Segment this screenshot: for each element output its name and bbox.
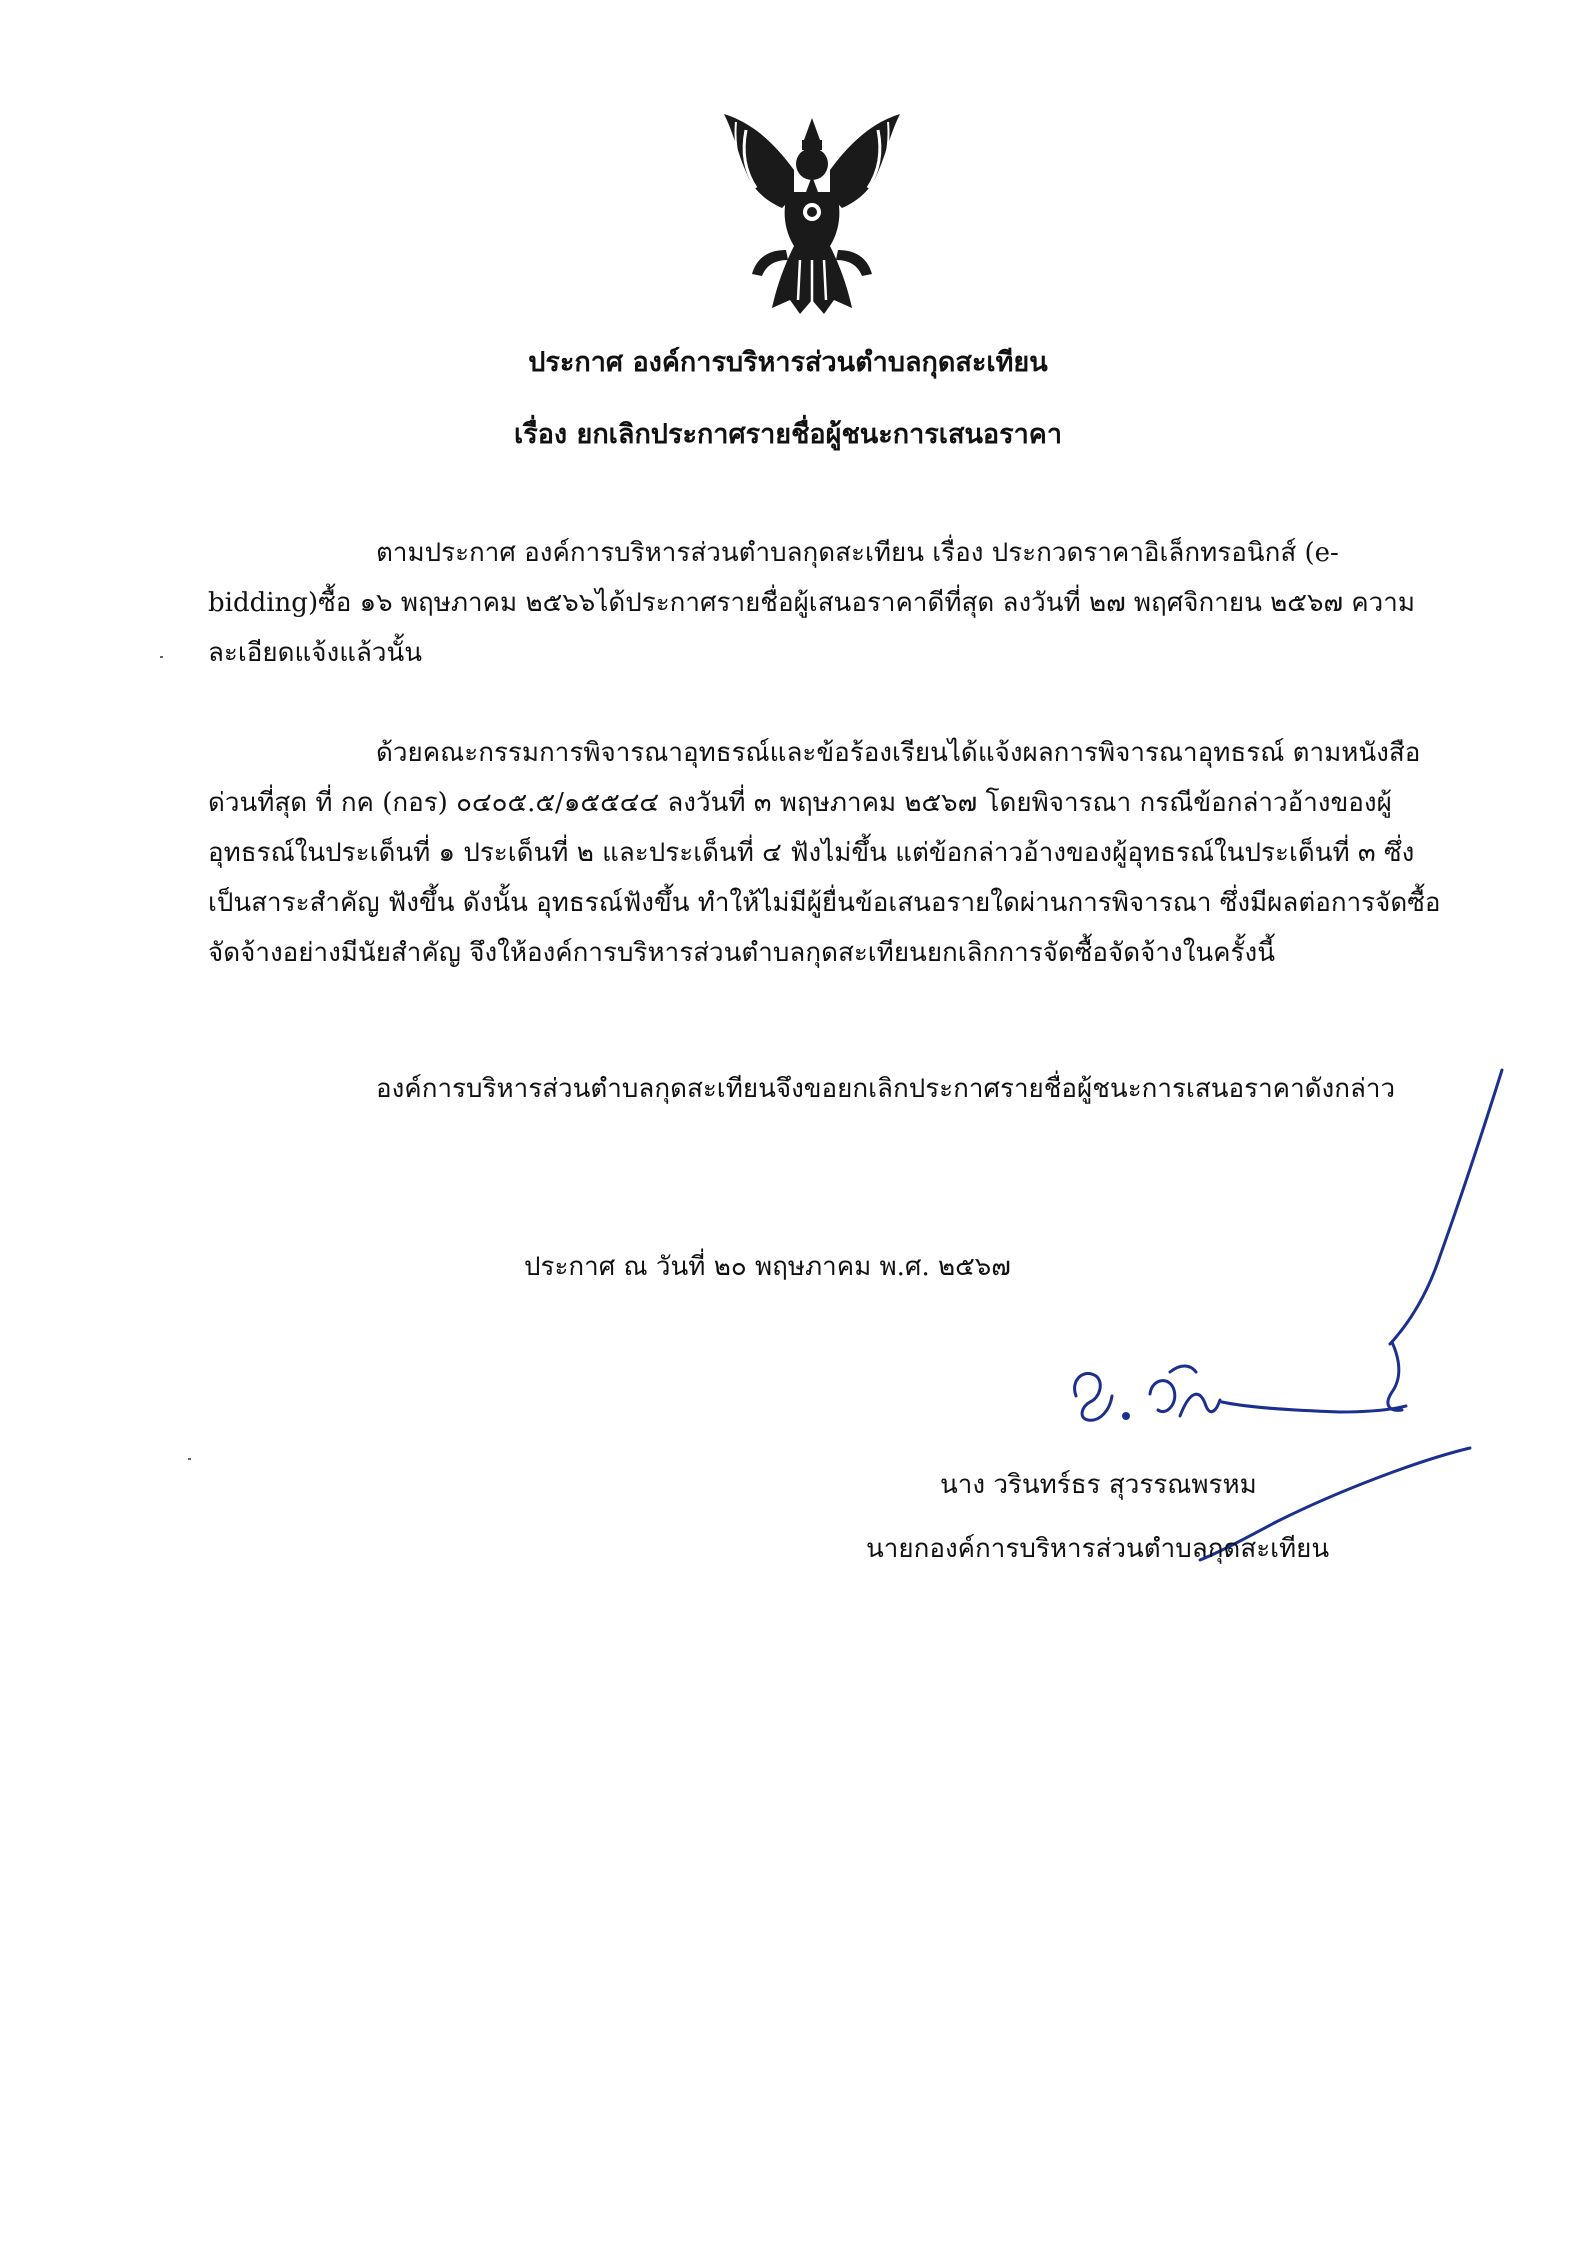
declaration-date: ประกาศ ณ วันที่ ๒๐ พฤษภาคม พ.ศ. ๒๕๖๗ [524,1252,1011,1282]
scan-speck [188,1458,191,1460]
paragraph-line: ด่วนที่สุด ที่ กค (กอร) ๐๔๐๕.๕/๑๕๕๔๔ ลงวันที่ ๓ พฤษภาคม ๒๕๖๗ โดยพิจารณา กรณีข้อกล่าวอ้างของผู้ [208,788,1392,818]
paragraph-line: ตามประกาศ องค์การบริหารส่วนตำบลกุดสะเทียน เรื่อง ประกวดราคาอิเล็กทรอนิกส์ (e- [376,538,1339,568]
garuda-emblem-icon [712,100,912,320]
scan-speck [160,656,163,658]
paragraph-line: องค์การบริหารส่วนตำบลกุดสะเทียนจึงขอยกเลิกประกาศรายชื่อผู้ชนะการเสนอราคาดังกล่าว [376,1074,1396,1104]
paragraph-line: จัดจ้างอย่างมีนัยสำคัญ จึงให้องค์การบริหารส่วนตำบลกุดสะเทียนยกเลิกการจัดซื้อจัดจ้างในครั้งนี้ [208,938,1275,968]
announcement-subject: เรื่อง ยกเลิกประกาศรายชื่อผู้ชนะการเสนอราคา [513,419,1062,450]
paragraph-line: อุทธรณ์ในประเด็นที่ ๑ ประเด็นที่ ๒ และประเด็นที่ ๔ ฟังไม่ขึ้น แต่ข้อกล่าวอ้างของผู้อุทธรณ์ในประเด็นที่ ๓ ซึ่ง [208,838,1415,868]
paragraph-reference [208,528,1448,678]
paragraph-line: ด้วยคณะกรรมการพิจารณาอุทธรณ์และข้อร้องเรียนได้แจ้งผลการพิจารณาอุทธรณ์ ตามหนังสือ [376,738,1421,768]
announcement-title: ประกาศ องค์การบริหารส่วนตำบลกุดสะเทียน [528,347,1048,378]
paragraph-line: bidding)ซื้อ ๑๖ พฤษภาคม ๒๕๖๖ได้ประกาศรายชื่อผู้เสนอราคาดีที่สุด ลงวันที่ ๒๗ พฤศจิกายน ๒๕๖๗ ความ [208,588,1416,618]
signer-position: นายกองค์การบริหารส่วนตำบลกุดสะเทียน [866,1534,1330,1564]
signer-name: นาง วรินทร์ธร สุวรรณพรหม [940,1470,1257,1500]
paragraph-line: เป็นสาระสำคัญ ฟังขึ้น ดังนั้น อุทธรณ์ฟังขึ้น ทำให้ไม่มีผู้ยื่นข้อเสนอรายใดผ่านการพิจารณา ซึ่งมีผลต่อการจัดซื้อ [208,888,1441,918]
paragraph-appeal-result [208,728,1448,978]
handwritten-signature [1040,1060,1520,1600]
paragraph-line: ละเอียดแจ้งแล้วนั้น [208,638,423,668]
